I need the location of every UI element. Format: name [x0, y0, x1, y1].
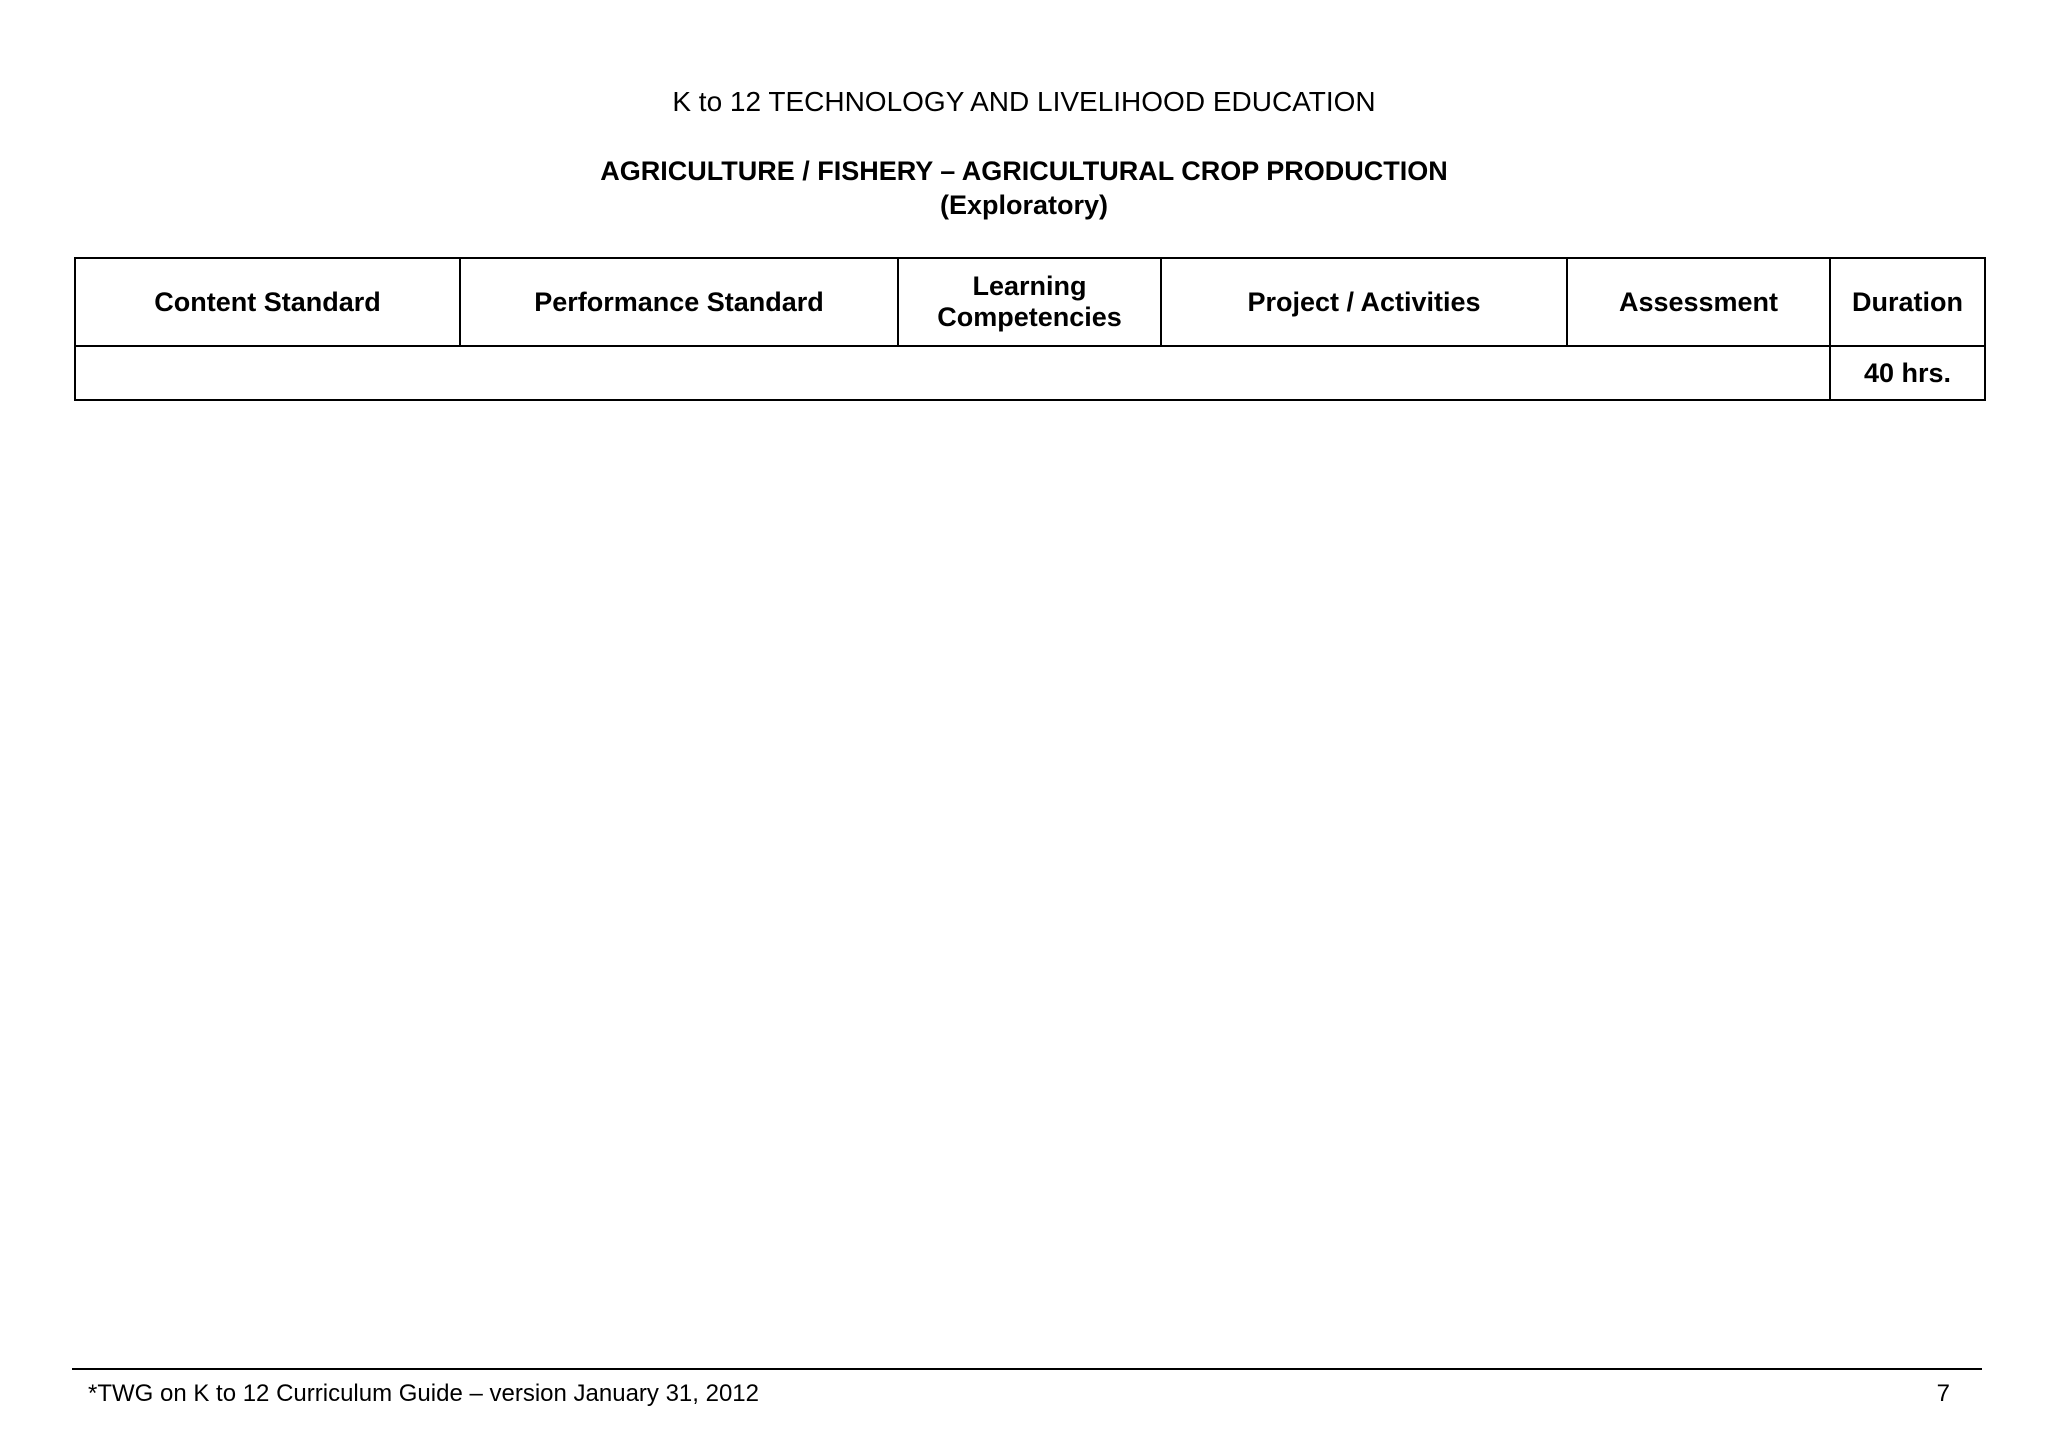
- footer-divider: [72, 1368, 1982, 1370]
- page-number: 7: [1936, 1380, 1950, 1407]
- document-track-label: (Exploratory): [939, 190, 1109, 220]
- column-header-performance-standard: Performance Standard: [460, 258, 898, 346]
- document-title: K to 12 TECHNOLOGY AND LIVELIHOOD EDUCATION: [672, 86, 1376, 117]
- column-header-assessment: Assessment: [1567, 258, 1830, 346]
- curriculum-table: [74, 257, 1986, 401]
- merged-content-cell: [75, 346, 1830, 400]
- document-subtitle: AGRICULTURE / FISHERY – AGRICULTURAL CROP PRODUCTION: [600, 156, 1448, 186]
- duration-cell: 40 hrs.: [1830, 346, 1985, 400]
- column-header-project-activities: Project / Activities: [1161, 258, 1567, 346]
- footer-version-note: *TWG on K to 12 Curriculum Guide – version January 31, 2012: [88, 1380, 759, 1407]
- table-row: [75, 346, 1985, 400]
- column-header-learning-competencies: Learning Competencies: [898, 258, 1161, 346]
- column-header-content-standard: Content Standard: [75, 258, 460, 346]
- table-header-row: [75, 258, 1985, 346]
- column-header-duration: Duration: [1830, 258, 1985, 346]
